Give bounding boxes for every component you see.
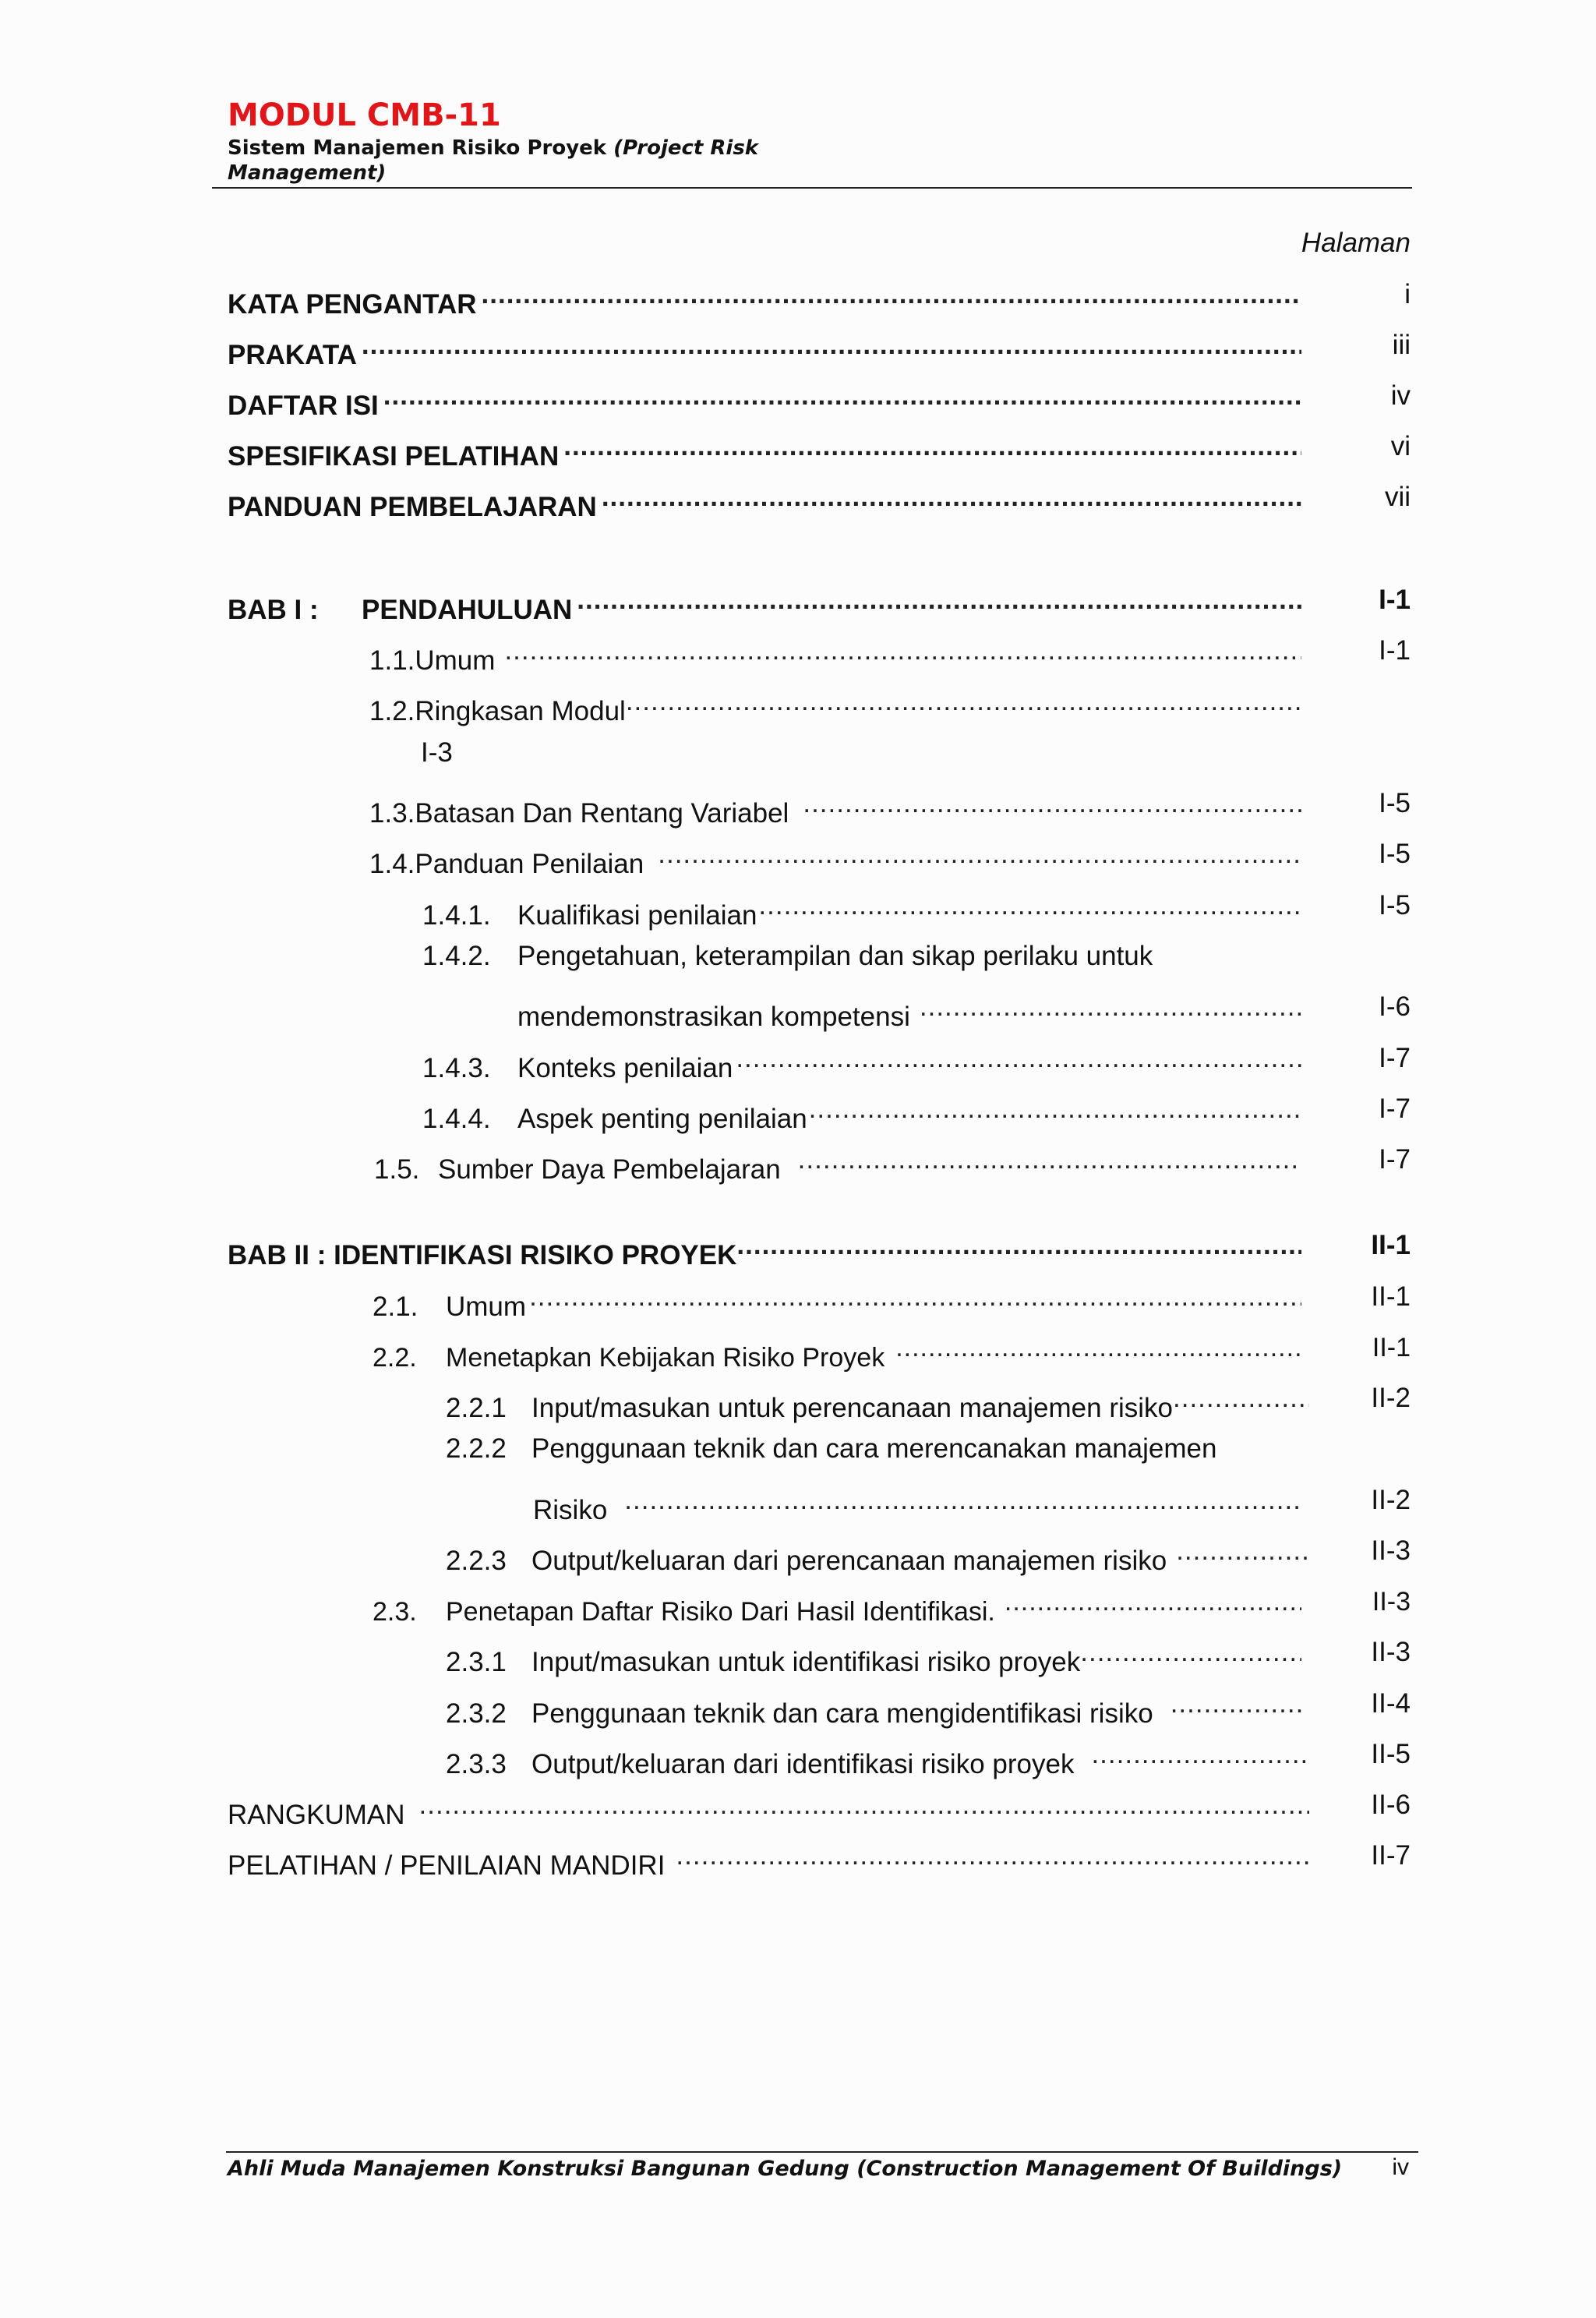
toc-number: 2.1. [373,1292,418,1322]
toc-label: 1.1.Umum [369,645,496,676]
toc-page: II-4 [1371,1688,1411,1719]
toc-label: Umum [446,1292,527,1322]
toc-label: Kualifikasi penilaian [517,900,757,931]
toc-row-chapter [228,581,1411,625]
toc-label: PELATIHAN / PENILAIAN MANDIRI [228,1850,666,1881]
toc-page: I-6 [1379,991,1411,1022]
leader-dots [809,1090,1301,1128]
toc-page: II-7 [1371,1840,1411,1871]
toc-row [374,1141,1411,1185]
toc-label: Pengetahuan, keterampilan dan sikap perilaku untuk [517,941,1153,971]
toc-page: I-1 [1379,635,1411,666]
toc-row [373,1583,1411,1627]
leader-dots [758,887,1301,924]
toc-label: Konteks penilaian [517,1053,733,1083]
leader-dots [626,683,1301,720]
toc-page: II-5 [1371,1739,1411,1769]
leader-dots [920,988,1301,1026]
toc-row [422,1040,1411,1083]
subtitle-main: Sistem Manajemen Risiko Proyek [228,136,614,160]
toc-page: II-1 [1371,1281,1411,1312]
toc-label: Input/masukan untuk identifikasi risiko proyek [531,1647,1081,1677]
leader-dots [736,1227,1301,1264]
leader-dots [1080,1634,1301,1671]
toc-number: 1.5. [374,1154,420,1185]
toc-label: 1.3.Batasan Dan Rentang Variabel [369,798,789,829]
toc-label: Penggunaan teknik dan cara mengidentifikasi risiko [531,1698,1153,1729]
leader-dots [676,1837,1309,1875]
leader-dots [736,1040,1301,1077]
toc-page: vii [1384,482,1411,512]
toc-page: vi [1390,431,1411,461]
toc-row [369,836,1411,879]
toc-label: Aspek penting penilaian [517,1104,807,1134]
toc-row [422,938,1411,975]
module-title: MODUL CMB-11 [228,97,501,133]
toc-page: I-5 [1379,839,1411,869]
toc-page: I-5 [1379,890,1411,920]
toc-page: II-6 [1371,1790,1411,1820]
toc-label: PENDAHULUAN [362,595,573,625]
toc-row [446,1430,1411,1468]
toc-row [373,1278,1411,1322]
toc-label: Sumber Daya Pembelajaran [438,1154,781,1185]
toc-row-wrap [421,734,577,772]
leader-dots [362,327,1301,364]
subtitle-english: (Project Risk Management) [228,136,759,185]
toc-row [422,1090,1411,1134]
toc-row [228,276,1411,320]
toc-label: Penetapan Daftar Risiko Dari Hasil Identifikasi. [446,1597,995,1627]
leader-dots [563,428,1301,465]
leader-dots [624,1482,1301,1519]
toc-label: PRAKATA [228,340,357,370]
toc-number: 1.4.3. [422,1053,491,1083]
toc-row-wrap [517,988,1411,1032]
leader-dots [383,377,1301,415]
toc-number: 2.3.1 [446,1647,507,1677]
toc-row [228,479,1411,522]
toc-row [446,1532,1411,1576]
toc-row [446,1380,1411,1423]
toc-number: 2.2.2 [446,1433,507,1464]
module-subtitle [228,136,789,186]
toc-number: 2.3. [373,1597,417,1627]
toc-page: i [1404,279,1411,309]
footer-text: Ahli Muda Manajemen Konstruksi Bangunan Gedung (Construction Management Of Buildings) [228,2157,1343,2181]
toc-number: 1.4.1. [422,900,491,931]
toc-label: Input/masukan untuk perencanaan manajemen risiko [531,1393,1173,1423]
toc-row [446,1634,1411,1677]
toc-row [228,1837,1411,1881]
toc-number: 1.4.4. [422,1104,491,1134]
toc-number: BAB I : [228,595,319,625]
toc-page: II-3 [1371,1535,1411,1566]
toc-number: 2.3.2 [446,1698,507,1729]
toc-label: RANGKUMAN [228,1800,405,1830]
toc-page: II-2 [1371,1485,1411,1515]
toc-label: Output/keluaran dari perencanaan manajemen risiko [531,1546,1167,1576]
toc-label: SPESIFIKASI PELATIHAN [228,441,560,472]
toc-label: mendemonstrasikan kompetensi [517,1002,910,1032]
toc-label: DAFTAR ISI [228,390,379,421]
leader-dots [577,581,1301,619]
toc-label: Risiko [533,1495,608,1525]
toc-label: Penggunaan teknik dan cara merencanakan manajemen [531,1433,1217,1464]
toc-row [369,632,1411,676]
toc-page: II-1 [1371,1230,1411,1260]
leader-dots [1091,1736,1309,1773]
leader-dots [419,1786,1309,1824]
toc-row [228,428,1411,472]
toc-row [422,887,1411,931]
leader-dots [1176,1532,1309,1570]
toc-row-wrap [533,1482,1411,1525]
toc-label: 1.4.Panduan Penilaian [369,849,644,879]
leader-dots [482,276,1301,313]
toc-row [228,327,1411,370]
toc-label: Menetapkan Kebijakan Risiko Proyek [446,1343,885,1373]
toc-row [446,1685,1411,1729]
toc-number: 2.2.3 [446,1546,507,1576]
footer-divider [226,2151,1418,2153]
toc-row [369,683,1411,726]
toc-label: BAB II : IDENTIFIKASI RISIKO PROYEK [228,1240,737,1270]
toc-row [369,785,1411,829]
leader-dots [504,632,1301,670]
header-divider [212,187,1412,189]
toc-page: iv [1390,380,1411,411]
toc-row [446,1736,1411,1779]
toc-page: II-3 [1371,1637,1411,1667]
toc-number: 1.4.2. [422,941,491,971]
toc-page: II-3 [1372,1587,1411,1617]
toc-label: Output/keluaran dari identifikasi risiko proyek [531,1749,1075,1779]
footer-page-number: iv [1392,2154,1409,2180]
leader-dots [803,785,1301,822]
toc-label: I-3 [421,737,453,768]
halaman-label: Halaman [1301,228,1411,258]
toc-row [373,1329,1411,1373]
toc-page: I-7 [1379,1094,1411,1124]
toc-page: iii [1392,330,1411,360]
toc-page: I-1 [1379,585,1411,615]
leader-dots [529,1278,1301,1316]
leader-dots [1005,1583,1301,1620]
toc-row [228,1786,1411,1830]
toc-row-chapter [228,1227,1411,1270]
toc-page: II-2 [1371,1383,1411,1413]
toc-number: 2.2.1 [446,1393,507,1423]
leader-dots [602,479,1301,516]
toc-page: I-7 [1379,1144,1411,1175]
toc-number: 2.3.3 [446,1749,507,1779]
leader-dots [658,836,1301,873]
toc-label: KATA PENGANTAR [228,289,477,320]
toc-page: I-5 [1379,788,1411,818]
leader-dots [1171,1685,1301,1723]
toc-label: PANDUAN PEMBELAJARAN [228,492,597,522]
leader-dots [1173,1380,1309,1417]
leader-dots [895,1329,1301,1366]
toc-row [228,377,1411,421]
toc-label: 1.2.Ringkasan Modul [369,696,626,726]
toc-number: 2.2. [373,1343,417,1373]
leader-dots [798,1141,1301,1178]
page-header [228,98,1411,186]
toc-page: II-1 [1372,1333,1411,1362]
toc-page: I-7 [1379,1043,1411,1073]
